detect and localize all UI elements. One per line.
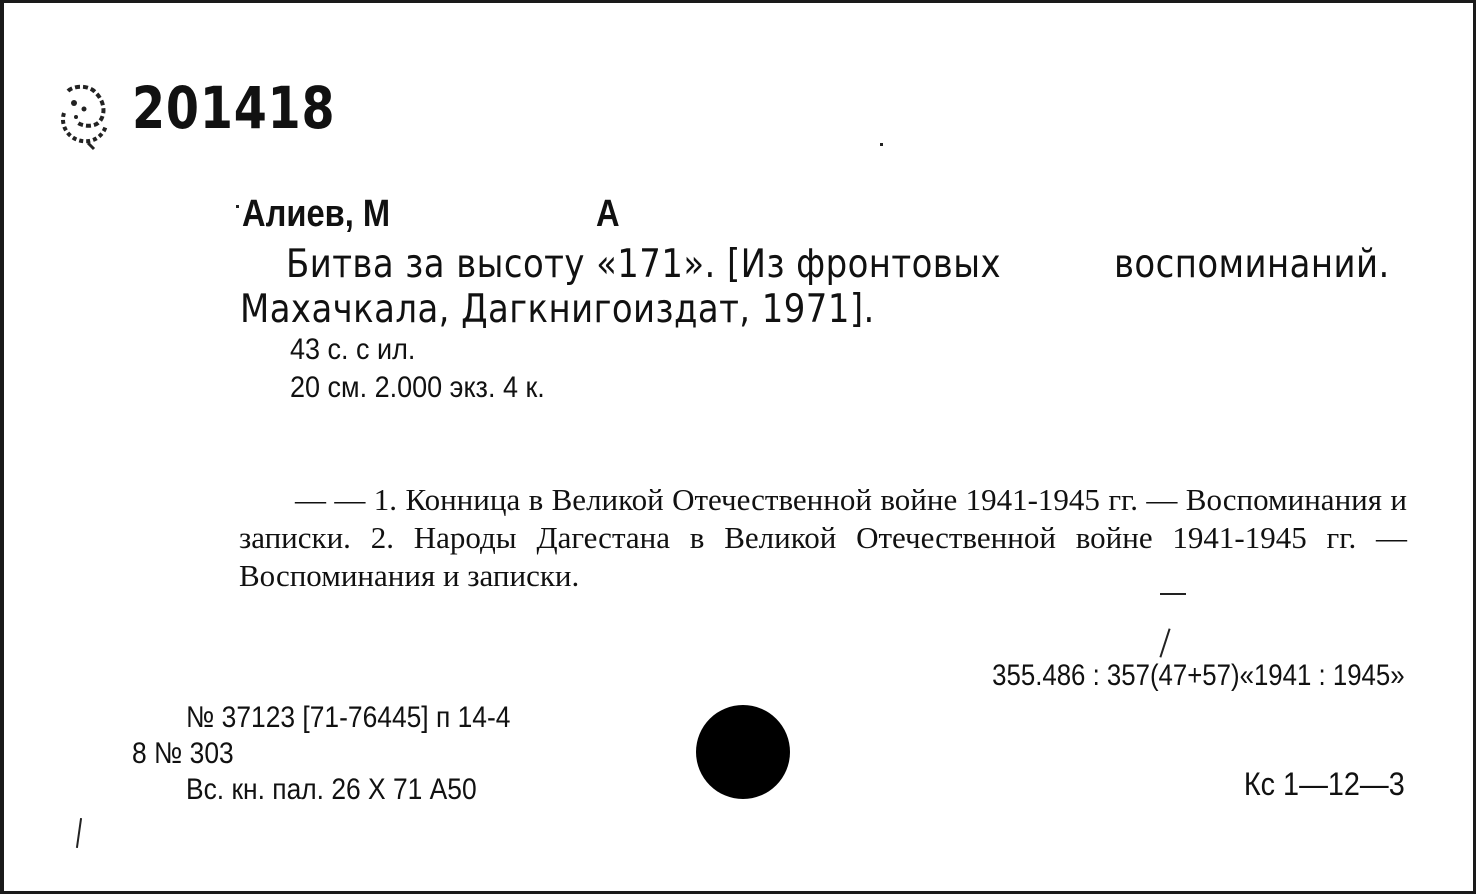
registry-line-2: 8 № 303 [132,737,234,770]
ink-mark [1160,593,1186,595]
registry-line-3: Вс. кн. пал. 26 X 71 А50 [186,773,477,806]
author-name: Алиев, М [242,193,391,235]
title-line-1-end: воспоминаний. [1114,242,1390,287]
punch-hole [696,705,790,799]
collation-pages: 43 с. с ил. [290,333,416,366]
author-initial: А [596,193,620,235]
ink-mark [1159,628,1170,657]
title-line-2: Махачкала, Дагкнигоиздат, 1971]. [240,287,875,332]
udc-code: 355.486 : 357(47+57)«1941 : 1945» [992,659,1405,692]
speck [236,205,239,208]
inventory-number: 201418 [132,74,336,142]
registry-line-1: № 37123 [71-76445] п 14-4 [186,701,511,734]
title-line-1: Битва за высоту «171». [Из фронтовых [286,242,1001,287]
subject-headings [239,481,1407,595]
subject-text: — — 1. Конница в Великой Отечественной войне 1941-1945 гг. — Воспоминания и записки. 2. Народы Дагестана в Великой Отечественной войне 1941-1945 гг. — Воспоминания и записки. [239,482,1407,593]
collation-size: 20 см. 2.000 экз. 4 к. [290,371,545,404]
ink-mark [76,818,82,848]
classification-code: Кс 1—12—3 [1244,766,1405,802]
library-stamp-icon [54,83,116,153]
speck [880,143,883,146]
